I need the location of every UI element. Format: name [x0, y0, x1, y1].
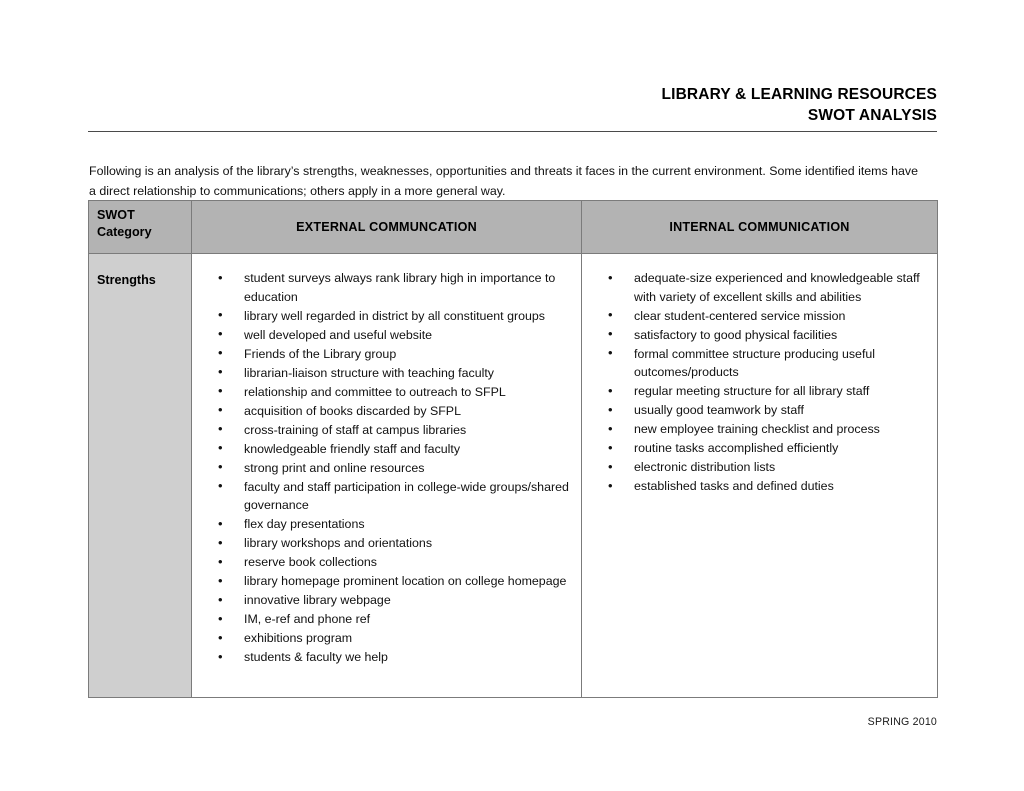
table-header-row [89, 201, 938, 254]
intro-paragraph: Following is an analysis of the library’s strengths, weaknesses, opportunities and threats it faces in the current environment. Some identified items have a direct relationship to communications; others apply in a more general way. [89, 164, 918, 199]
document-title-line-1: LIBRARY & LEARNING RESOURCES [661, 86, 937, 103]
list-item: • formal committee structure producing useful outcomes/products [608, 345, 927, 382]
cell-strengths-external [192, 254, 582, 698]
strengths-external-list [192, 269, 571, 667]
list-item: • strong print and online resources [218, 459, 571, 478]
list-item: • library well regarded in district by all constituent groups [218, 307, 571, 326]
list-item: • acquisition of books discarded by SFPL [218, 402, 571, 421]
document-header [88, 84, 937, 126]
list-item: • library workshops and orientations [218, 534, 571, 553]
strengths-internal-list [582, 269, 927, 496]
list-item: • IM, e-ref and phone ref [218, 610, 571, 629]
list-item: • established tasks and defined duties [608, 477, 927, 496]
list-item: • usually good teamwork by staff [608, 401, 927, 420]
list-item: • exhibitions program [218, 629, 571, 648]
column-header-swot-category [89, 201, 192, 254]
list-item: • well developed and useful website [218, 326, 571, 345]
list-item: • routine tasks accomplished efficiently [608, 439, 927, 458]
list-item: • faculty and staff participation in college-wide groups/shared governance [218, 478, 571, 515]
cell-strengths-internal [582, 254, 938, 698]
list-item: • flex day presentations [218, 515, 571, 534]
list-item: • relationship and committee to outreach to SFPL [218, 383, 571, 402]
list-item: • reserve book collections [218, 553, 571, 572]
list-item: • electronic distribution lists [608, 458, 927, 477]
column-header-external-communication: EXTERNAL COMMUNCATION [192, 201, 582, 254]
list-item: • student surveys always rank library high in importance to education [218, 269, 571, 306]
list-item: • innovative library webpage [218, 591, 571, 610]
list-item: • cross-training of staff at campus libraries [218, 421, 571, 440]
table-body [89, 254, 938, 698]
swot-analysis-table [88, 200, 938, 698]
column-header-swot-category-line-1: SWOT [97, 208, 135, 222]
list-item: • satisfactory to good physical facilities [608, 326, 927, 345]
list-item: • clear student-centered service mission [608, 307, 927, 326]
list-item: • new employee training checklist and process [608, 420, 927, 439]
list-item: • adequate-size experienced and knowledgeable staff with variety of excellent skills and abilities [608, 269, 927, 306]
column-header-swot-category-line-2: Category [97, 225, 152, 239]
list-item: • Friends of the Library group [218, 345, 571, 364]
page-footer: SPRING 2010 [867, 716, 937, 728]
list-item: • students & faculty we help [218, 648, 571, 667]
list-item: • librarian-liaison structure with teaching faculty [218, 364, 571, 383]
column-header-internal-communication: INTERNAL COMMUNICATION [582, 201, 938, 254]
list-item: • library homepage prominent location on college homepage [218, 572, 571, 591]
document-title-line-2: SWOT ANALYSIS [807, 107, 937, 124]
table-header-row-group [89, 201, 938, 254]
list-item: • regular meeting structure for all library staff [608, 382, 927, 401]
list-item: • knowledgeable friendly staff and faculty [218, 440, 571, 459]
row-category-strengths: Strengths [89, 254, 192, 698]
table-row [89, 254, 938, 698]
header-divider-rule [88, 131, 937, 132]
